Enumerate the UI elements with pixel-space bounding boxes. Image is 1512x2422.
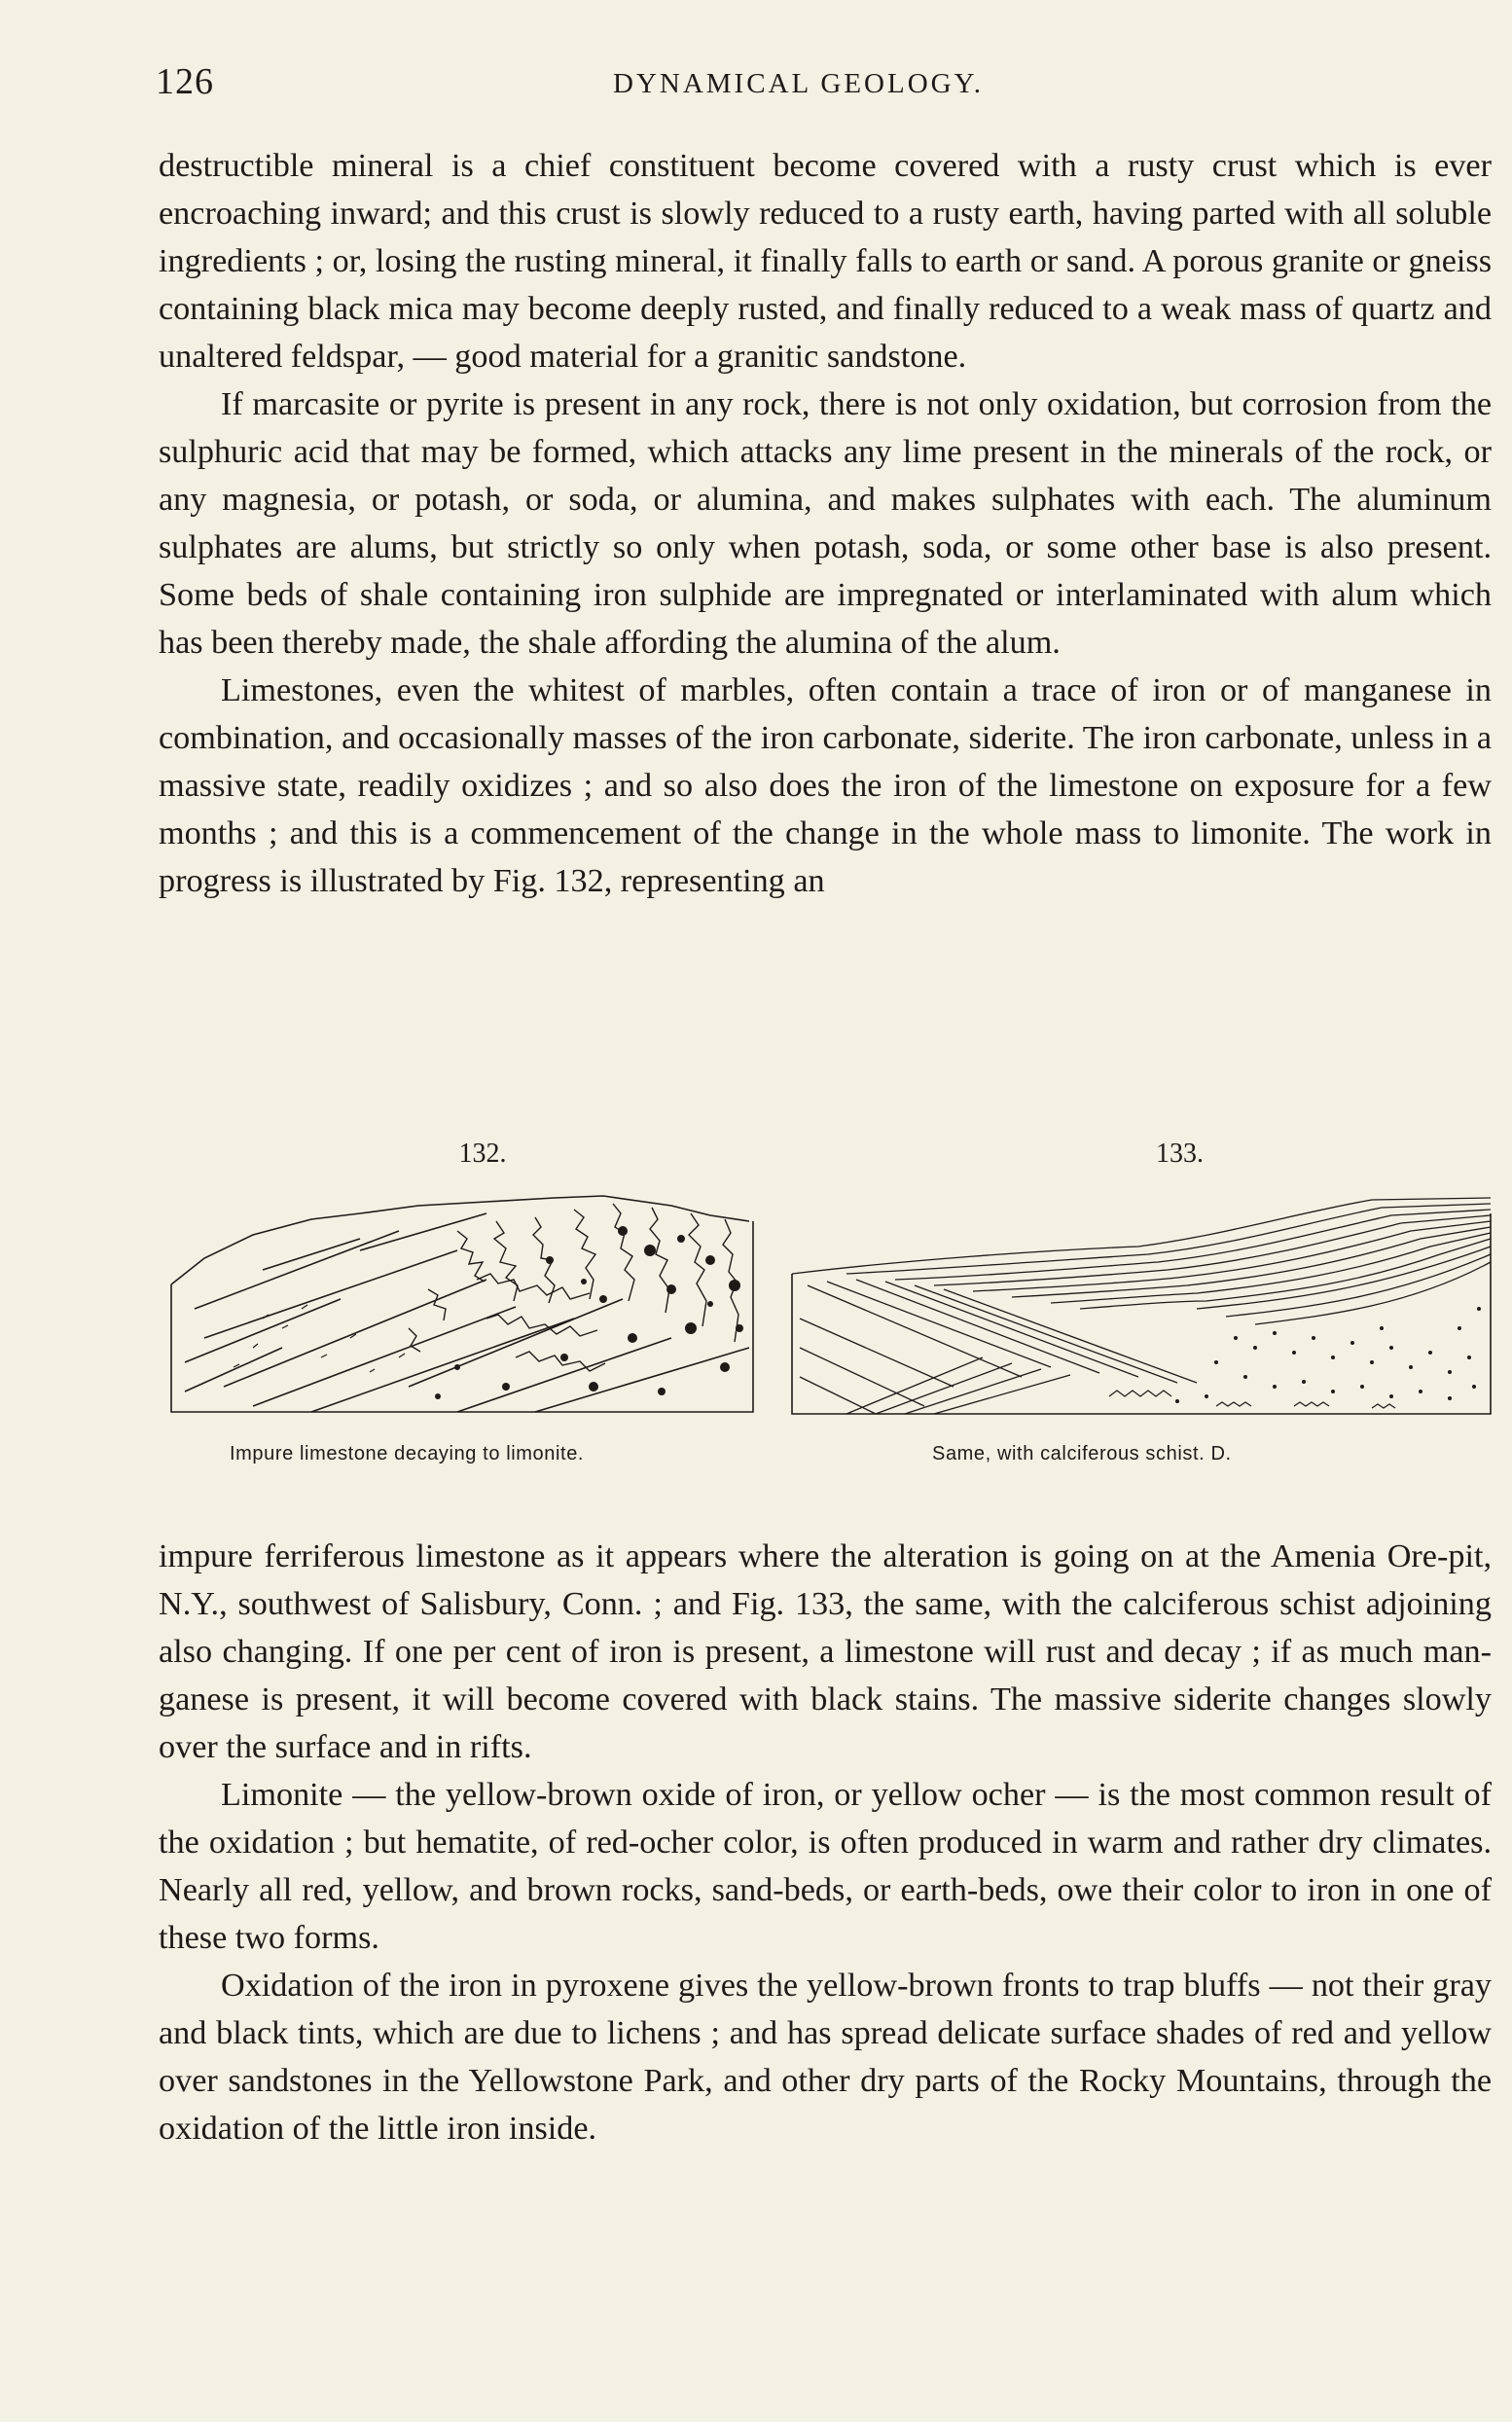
figure-number: 132. — [458, 1139, 507, 1169]
limestone-decay-illustration — [165, 1192, 761, 1416]
paragraph: Limestones, even the whitest of marbles, often contain a trace of iron or of manganese in combination, and occasionally masses of the iron carbonate, siderite. The iron carbonate, unless in a massive state, readily oxidizes ; and so also does the iron of the limestone on exposure for a few months ; and this is a commencement of the change in the whole mass to limonite. The work in progress is illustrated by Fig. 132, representing an — [159, 672, 1492, 899]
figure-caption: Impure limestone decaying to limonite. — [230, 1443, 585, 1464]
text-block-after-figures — [159, 1533, 1492, 2152]
text-block-before-figures — [159, 142, 1492, 905]
figure-133 — [788, 1139, 1494, 1465]
figure-number: 133. — [1156, 1139, 1204, 1169]
paragraph: Oxidation of the iron in pyroxene gives the yellow-brown fronts to trap bluffs — not their gray and black tints, which are due to lichens ; and has spread delicate surface shades of red and yellow over sandstones in the Yellowstone Park, and other dry parts of the Rocky Mountains, through the oxidation of the little iron inside. — [159, 1968, 1492, 2147]
figure-caption: Same, with calciferous schist. D. — [932, 1443, 1232, 1464]
paragraph: Limonite — the yellow-brown oxide of iron, or yellow ocher — is the most common result of the oxidation ; but hematite, of red-ocher color, is often produced in warm and rather dry climates. Nearly all red, yellow, and brown rocks, sand-beds, or earth-beds, owe their color to iron in one of these two forms. — [159, 1777, 1492, 1956]
calciferous-schist-illustration — [788, 1192, 1494, 1416]
figure-132 — [165, 1139, 761, 1465]
running-head: DYNAMICAL GEOLOGY. — [613, 68, 985, 99]
paragraph: impure ferriferous limestone as it appears where the alteration is going on at the Amenia Ore-pit, N.Y., southwest of Salisbury, Conn. ; and Fig. 133, the same, with the calciferous schist adjoining also changing. If one per cent of iron is present, a limestone will rust and decay ; if as much manganese is present, it will become covered with black stains. The massive siderite changes slowly over the surface and in rifts. — [159, 1538, 1492, 1765]
page-header — [156, 60, 1498, 102]
page-number: 126 — [156, 61, 214, 102]
paragraph: destructible mineral is a chief constituent become covered with a rusty crust which is ever encroaching inward; and this crust is slowly reduced to a rusty earth, having parted with all soluble ingredients ; or, losing the rusting mineral, it finally falls to earth or sand. A porous granite or gneiss containing black mica may become deeply rusted, and finally reduced to a weak mass of quartz and unaltered feldspar, — good material for a granitic sandstone. — [159, 148, 1492, 375]
paragraph: If marcasite or pyrite is present in any rock, there is not only oxidation, but corrosion from the sulphuric acid that may be formed, which attacks any lime present in the minerals of the rock, or any magnesia, or potash, or soda, or alumina, and makes sulphates with each. The aluminum sulphates are alums, but strictly so only when potash, soda, or some other base is also present. Some beds of shale containing iron sulphide are impregnated or interlaminated with alum which has been thereby made, the shale affording the alumina of the alum. — [159, 386, 1492, 661]
